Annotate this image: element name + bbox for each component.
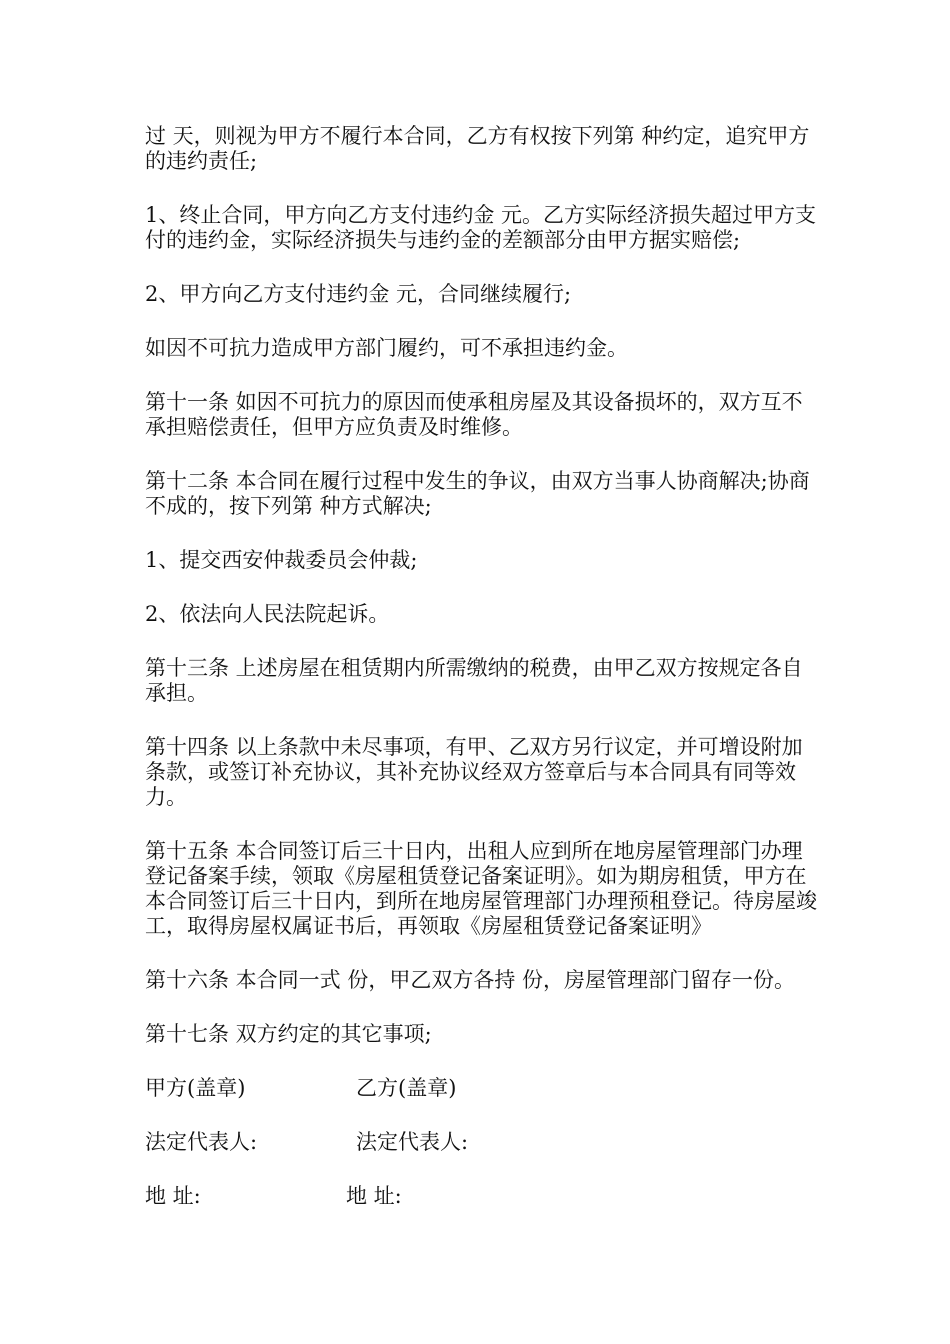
article-16: 第十六条 本合同一式 份，甲乙双方各持 份，房屋管理部门留存一份。 (145, 968, 796, 992)
article-14: 第十四条 以上条款中未尽事项，有甲、乙双方另行议定，并可增设附加条款，或签订补充协议，其补充协议经双方签章后与本合同具有同等效力。 (145, 735, 803, 809)
dispute-option-arbitration: 1、提交西安仲裁委员会仲裁; (145, 548, 418, 572)
article-15: 第十五条 本合同签订后三十日内，出租人应到所在地房屋管理部门办理登记备案手续，领取《房屋租赁登记备案证明》。如为期房租赁，甲方在本合同签订后三十日内，到所在地房屋管理部门办理预租登记。待房屋竣工，取得房屋权属证书后，再领取《房屋租赁登记备案证明》 (145, 839, 817, 938)
article-11: 第十一条 如因不可抗力的原因而使承租房屋及其设备损坏的，双方互不承担赔偿责任，但甲方应负责及时维修。 (145, 390, 803, 439)
article-13: 第十三条 上述房屋在租赁期内所需缴纳的税费，由甲乙双方按规定各自承担。 (145, 656, 803, 705)
party-a-representative-label: 法定代表人: (145, 1130, 258, 1154)
contract-body (145, 124, 817, 1238)
paragraph-continue-option: 2、甲方向乙方支付违约金 元，合同继续履行; (145, 282, 572, 306)
dispute-option-court: 2、依法向人民法院起诉。 (145, 602, 390, 626)
party-b-representative-label: 法定代表人: (356, 1130, 469, 1154)
signature-address-row (145, 1184, 817, 1209)
party-a-seal-label: 甲方(盖章) (145, 1076, 246, 1100)
signature-representative-row (145, 1130, 817, 1155)
paragraph-force-majeure-note: 如因不可抗力造成甲方部门履约，可不承担违约金。 (145, 336, 628, 360)
article-17: 第十七条 双方约定的其它事项; (145, 1022, 432, 1046)
party-b-address-label: 地 址: (346, 1184, 402, 1208)
article-12: 第十二条 本合同在履行过程中发生的争议，由双方当事人协商解决;协商不成的，按下列第 种方式解决; (145, 469, 810, 518)
party-a-address-label: 地 址: (145, 1184, 201, 1208)
paragraph-breach-clause: 过 天，则视为甲方不履行本合同，乙方有权按下列第 种约定，追究甲方的违约责任; (145, 124, 810, 173)
paragraph-terminate-option: 1、终止合同，甲方向乙方支付违约金 元。乙方实际经济损失超过甲方支付的违约金，实际经济损失与违约金的差额部分由甲方据实赔偿; (145, 203, 817, 252)
party-b-seal-label: 乙方(盖章) (356, 1076, 457, 1100)
signature-seal-row (145, 1076, 817, 1101)
